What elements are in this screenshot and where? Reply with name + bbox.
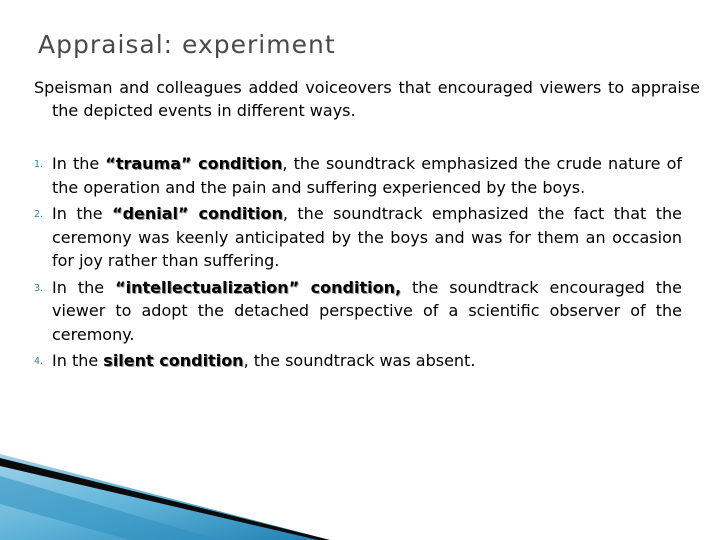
item-prefix: In the bbox=[52, 204, 113, 223]
trauma-condition-label: “trauma” condition bbox=[105, 154, 283, 173]
list-item bbox=[34, 276, 682, 347]
list-item bbox=[34, 202, 682, 273]
silent-condition-label: silent condition bbox=[103, 351, 244, 370]
item-prefix: In the bbox=[52, 351, 104, 370]
item-text: , the soundtrack was absent. bbox=[243, 351, 476, 370]
item-text: , the soundtrack emphasized the fact that the ceremony was keenly anticipated by the boys and was for them an occasion for joy rather than suffering. bbox=[52, 204, 682, 270]
item-text: the soundtrack encouraged the viewer to adopt the detached perspective of a scientific observer of the ceremony. bbox=[52, 277, 682, 344]
item-text: , the soundtrack emphasized the crude nature of the operation and the pain and suffering experienced by the boys. bbox=[52, 154, 682, 197]
list-number: 2. bbox=[34, 209, 44, 220]
item-prefix: In the bbox=[52, 154, 106, 173]
denial-condition-label: “denial” condition bbox=[112, 204, 283, 223]
item-prefix: In the bbox=[52, 277, 116, 297]
intro-paragraph: Speisman and colleagues added voiceovers that encouraged viewers to appraise the depicted events in different ways. bbox=[34, 78, 700, 120]
list-item bbox=[34, 152, 682, 199]
list-number: 4. bbox=[34, 356, 44, 367]
list-item bbox=[34, 349, 682, 373]
slide-title: Appraisal: experiment bbox=[38, 30, 336, 59]
intellectualization-condition-label: “intellectualization” condition, bbox=[115, 277, 402, 297]
list-number: 1. bbox=[34, 159, 44, 170]
list-number: 3. bbox=[34, 282, 44, 294]
conditions-list bbox=[34, 152, 682, 376]
corner-decoration bbox=[0, 454, 330, 540]
